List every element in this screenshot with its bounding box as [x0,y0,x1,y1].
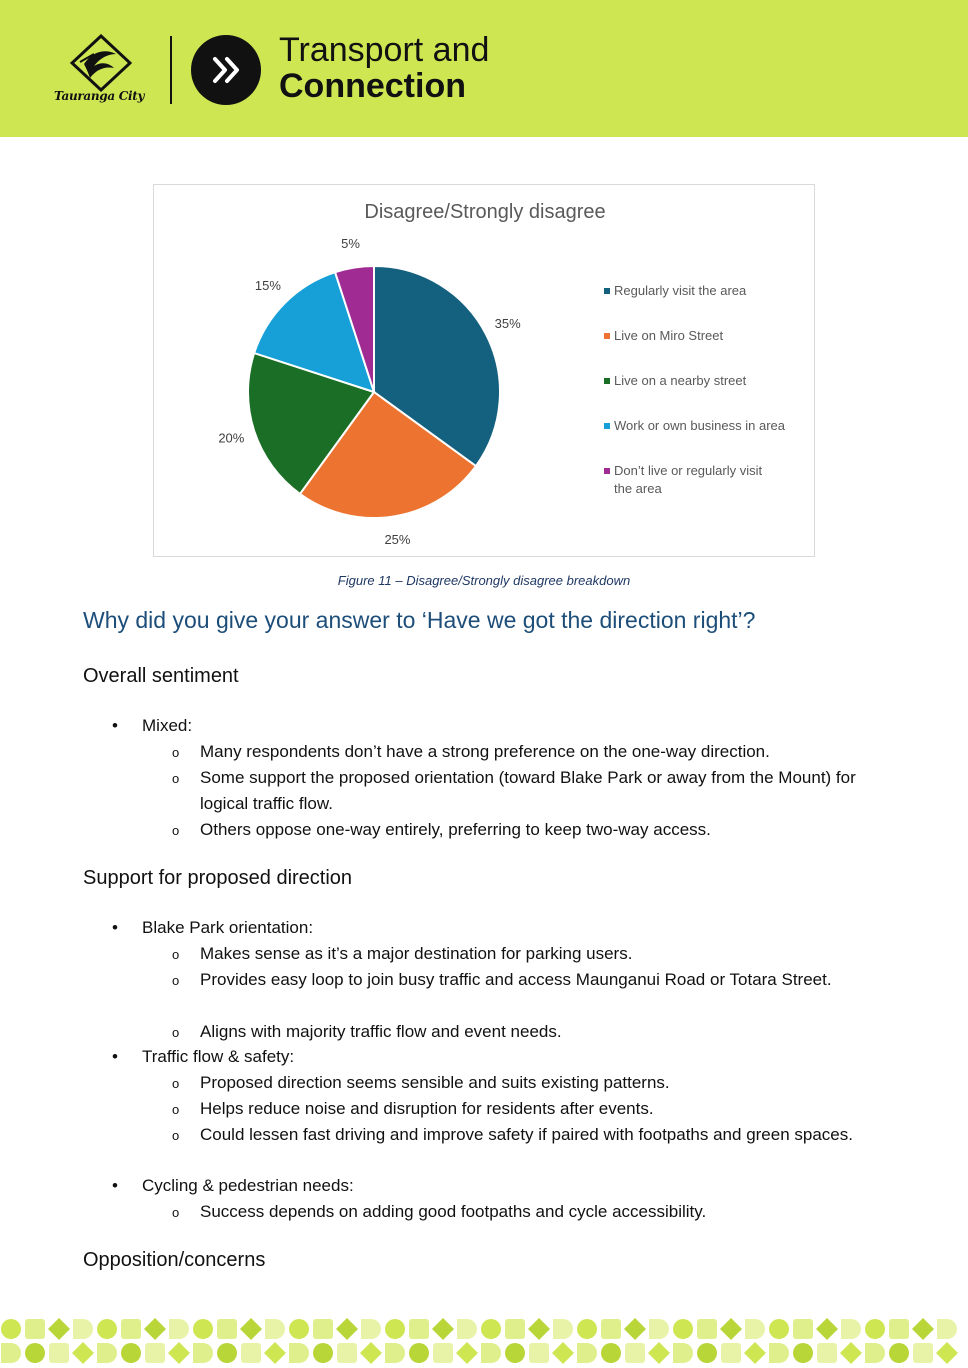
footer-shape [433,1343,453,1363]
tauranga-logo-icon [70,34,132,92]
footer-shape [721,1343,741,1363]
footer-shape [360,1342,382,1364]
footer-shape [816,1318,838,1340]
figure-caption: Figure 11 – Disagree/Strongly disagree breakdown [337,573,631,588]
footer-shape [865,1343,885,1363]
pie-chart-panel [153,184,815,557]
footer-shape [193,1343,213,1363]
legend-label: Live on Miro Street [614,328,724,343]
footer-shape [553,1319,573,1339]
footer-shape [841,1319,861,1339]
sub-bullet: o Some support the proposed orientation (toward Blake Park or away from the Mount) for logical traffic flow. [200,765,880,817]
sub-bullet: o Aligns with majority traffic flow and event needs. [200,1019,880,1045]
footer-shape [817,1343,837,1363]
footer-shape [505,1343,525,1363]
footer-shape [889,1343,909,1363]
bullet-cycling: • Cycling & pedestrian needs: [142,1173,354,1199]
footer-shape [121,1319,141,1339]
footer-shape [793,1319,813,1339]
footer-shape [744,1342,766,1364]
footer-shape [289,1319,309,1339]
footer-shape [697,1319,717,1339]
footer-shape [793,1343,813,1363]
sub-bullet: o Could lessen fast driving and improve safety if paired with footpaths and green spaces. [200,1122,880,1148]
footer-shape [505,1319,525,1339]
sub-bullet: o Success depends on adding good footpaths and cycle accessibility. [200,1199,880,1225]
footer-shape [840,1342,862,1364]
footer-shape [936,1342,958,1364]
legend-swatch [604,468,610,474]
heading-overall-sentiment: Overall sentiment [83,665,239,687]
footer-shape [889,1319,909,1339]
bullet-traffic-flow: • Traffic flow & safety: [142,1044,294,1070]
footer-shape [865,1319,885,1339]
footer-shape [97,1343,117,1363]
chart-title: Disagree/Strongly disagree [364,201,606,223]
legend-label: Don’t live or regularly visit the area [614,463,763,496]
footer-shape [913,1343,933,1363]
footer-shape [577,1319,597,1339]
footer-shape [217,1343,237,1363]
footer-shape [240,1318,262,1340]
footer-shape [481,1319,501,1339]
footer-shape [217,1319,237,1339]
footer-shape [72,1342,94,1364]
footer-shape [673,1319,693,1339]
legend-swatch [604,423,610,429]
footer-shape [336,1318,358,1340]
footer-shape [385,1343,405,1363]
bullet-blake-park: • Blake Park orientation: [142,915,313,941]
footer-shape [385,1319,405,1339]
footer-shape [528,1318,550,1340]
footer-shape [625,1343,645,1363]
bullet-mixed: • Mixed: [142,713,192,739]
footer-shape [432,1318,454,1340]
footer-shape [168,1342,190,1364]
header-title [279,32,489,104]
footer-shape [361,1319,381,1339]
footer-shape [481,1343,501,1363]
legend-swatch [604,288,610,294]
header-divider [170,36,172,104]
footer-shape [1,1343,21,1363]
footer-shape [624,1318,646,1340]
footer-shape [409,1343,429,1363]
footer-shape [337,1343,357,1363]
footer-shape [145,1343,165,1363]
legend-label: Live on a nearby street [614,373,747,388]
header-title-line1: Transport and [279,31,490,69]
footer-shape [25,1319,45,1339]
footer-shape [937,1319,957,1339]
heading-opposition: Opposition/concerns [83,1249,266,1271]
sub-bullet: o Others oppose one-way entirely, preferring to keep two-way access. [200,817,880,843]
footer-shape [552,1342,574,1364]
footer-shape [769,1343,789,1363]
slice-data-label: 15% [254,277,281,293]
footer-shape [25,1343,45,1363]
slice-data-label: 20% [218,430,245,446]
page-header [0,0,968,137]
legend-label: Work or own business in area [614,418,786,433]
footer-shape [241,1343,261,1363]
footer-shape [456,1342,478,1364]
footer-shape [144,1318,166,1340]
footer-shape [457,1319,477,1339]
slice-data-label: 5% [341,235,360,251]
footer-shape [409,1319,429,1339]
footer-shape [313,1343,333,1363]
footer-shape [49,1343,69,1363]
footer-shape [577,1343,597,1363]
footer-shape [73,1319,93,1339]
footer-shape [601,1319,621,1339]
footer-shape [265,1319,285,1339]
slice-data-label: 25% [384,532,411,548]
sub-bullet: o Provides easy loop to join busy traffic and access Maunganui Road or Totara Street. [200,967,880,993]
footer-shape [649,1319,669,1339]
footer-shape [529,1343,549,1363]
footer-shape [121,1343,141,1363]
sub-bullet: o Makes sense as it’s a major destination for parking users. [200,941,880,967]
footer-shape [313,1319,333,1339]
legend-swatch [604,378,610,384]
header-title-line2: Connection [279,67,466,105]
footer-shape [601,1343,621,1363]
legend-label: Regularly visit the area [614,283,747,298]
footer-pattern [0,1314,968,1368]
footer-shape [264,1342,286,1364]
footer-shape [289,1343,309,1363]
legend-swatch [604,333,610,339]
footer-shape [97,1319,117,1339]
sub-bullet: o Helps reduce noise and disruption for residents after events. [200,1096,880,1122]
slice-data-label: 35% [494,315,521,331]
heading-support: Support for proposed direction [83,867,353,889]
footer-shape [48,1318,70,1340]
footer-shape [697,1343,717,1363]
pie-chart [154,185,816,558]
footer-shape [720,1318,742,1340]
footer-shape [648,1342,670,1364]
sub-bullet: o Proposed direction seems sensible and suits existing patterns. [200,1070,880,1096]
footer-shape [912,1318,934,1340]
sub-bullet: o Many respondents don’t have a strong preference on the one-way direction. [200,739,880,765]
footer-shape [169,1319,189,1339]
footer-shape [673,1343,693,1363]
section-heading: Why did you give your answer to ‘Have we got the direction right’? [83,607,756,633]
double-chevron-icon [191,35,261,105]
footer-shape [1,1319,21,1339]
footer-shape [745,1319,765,1339]
org-name: Tauranga City [54,89,145,103]
chevron-badge [191,35,261,105]
footer-shape [769,1319,789,1339]
footer-shape [193,1319,213,1339]
